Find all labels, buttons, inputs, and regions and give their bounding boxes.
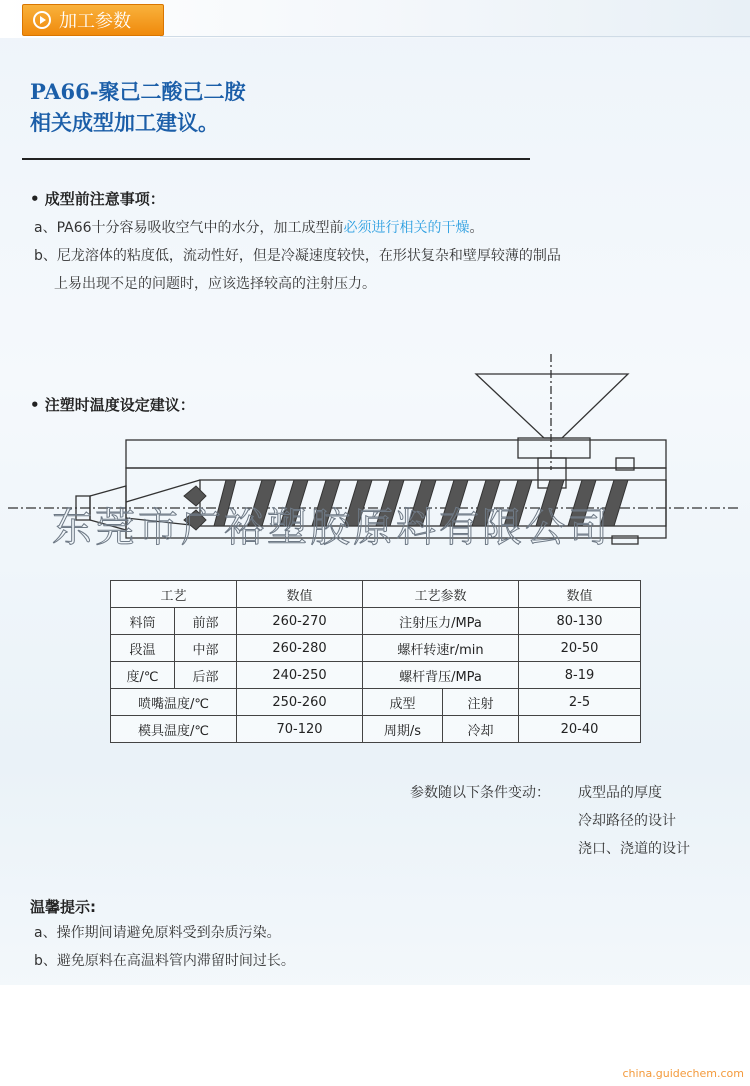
param-value-cell: 20-50 bbox=[519, 635, 641, 662]
tips-heading: 温馨提示: bbox=[30, 898, 96, 916]
site-watermark: china.guidechem.com bbox=[622, 1067, 744, 1080]
nozzle-value: 250-260 bbox=[237, 689, 363, 716]
page-title bbox=[30, 76, 246, 138]
temperature-heading: • 注塑时温度设定建议： bbox=[30, 396, 195, 414]
title-rule bbox=[22, 158, 530, 160]
section-tab-label: 加工参数 bbox=[59, 11, 131, 32]
title-line-1: PA66-聚己二酸己二胺 bbox=[30, 79, 246, 104]
zone-cell: 后部 bbox=[175, 662, 237, 689]
header-parameter: 工艺参数 bbox=[363, 581, 519, 608]
pre-molding-heading: • 成型前注意事项： bbox=[30, 190, 165, 208]
cycle-label-2: 周期/s bbox=[363, 716, 443, 743]
barrel-label-2: 段温 bbox=[111, 635, 175, 662]
pre-molding-item-b-line2: 上易出现不足的问题时，应该选择较高的注射压力。 bbox=[54, 276, 376, 292]
param-cell: 注射压力/MPa bbox=[363, 608, 519, 635]
inject-value: 2-5 bbox=[519, 689, 641, 716]
tip-item: b、避免原料在高温料管内滞留时间过长。 bbox=[34, 953, 295, 969]
table-row bbox=[111, 689, 641, 716]
value-cell: 260-280 bbox=[237, 635, 363, 662]
param-value-cell: 8-19 bbox=[519, 662, 641, 689]
tip-item: a、操作期间请避免原料受到杂质污染。 bbox=[34, 925, 281, 941]
item-a-suffix: 。 bbox=[469, 220, 484, 236]
nozzle-label: 喷嘴温度/℃ bbox=[111, 689, 237, 716]
value-cell: 240-250 bbox=[237, 662, 363, 689]
condition-item: 冷却路径的设计 bbox=[578, 813, 676, 829]
item-a-text: a、PA66十分容易吸收空气中的水分，加工成型前 bbox=[34, 220, 344, 236]
table-row bbox=[111, 608, 641, 635]
header-param-value: 数值 bbox=[519, 581, 641, 608]
company-watermark: 东莞市广裕塑胶原料有限公司 bbox=[52, 505, 611, 551]
value-cell: 260-270 bbox=[237, 608, 363, 635]
zone-cell: 前部 bbox=[175, 608, 237, 635]
barrel-label-1: 料筒 bbox=[111, 608, 175, 635]
section-tab bbox=[22, 4, 164, 36]
cycle-label-1: 成型 bbox=[363, 689, 443, 716]
zone-cell: 中部 bbox=[175, 635, 237, 662]
param-cell: 螺杆转速r/min bbox=[363, 635, 519, 662]
process-parameters-table bbox=[110, 580, 641, 743]
inject-label: 注射 bbox=[443, 689, 519, 716]
pre-molding-item-b-line1: b、尼龙溶体的粘度低，流动性好，但是冷凝速度较快，在形状复杂和壁厚较薄的制品 bbox=[34, 248, 561, 264]
param-cell: 螺杆背压/MPa bbox=[363, 662, 519, 689]
item-a-highlight: 必须进行相关的干燥 bbox=[343, 220, 470, 236]
param-value-cell: 80-130 bbox=[519, 608, 641, 635]
table-row bbox=[111, 635, 641, 662]
table-header-row bbox=[111, 581, 641, 608]
cool-value: 20-40 bbox=[519, 716, 641, 743]
header-value: 数值 bbox=[237, 581, 363, 608]
mold-value: 70-120 bbox=[237, 716, 363, 743]
top-divider bbox=[160, 36, 750, 37]
cool-label: 冷却 bbox=[443, 716, 519, 743]
title-line-2: 相关成型加工建议。 bbox=[30, 110, 219, 135]
header-process: 工艺 bbox=[111, 581, 237, 608]
table-row bbox=[111, 716, 641, 743]
barrel-label-3: 度/℃ bbox=[111, 662, 175, 689]
conditions-lead: 参数随以下条件变动： bbox=[410, 785, 550, 801]
pre-molding-item-a bbox=[34, 218, 484, 238]
play-circle-icon bbox=[33, 11, 51, 29]
condition-item: 浇口、浇道的设计 bbox=[578, 841, 690, 857]
condition-item: 成型品的厚度 bbox=[578, 785, 662, 801]
table-row bbox=[111, 662, 641, 689]
mold-label: 模具温度/℃ bbox=[111, 716, 237, 743]
